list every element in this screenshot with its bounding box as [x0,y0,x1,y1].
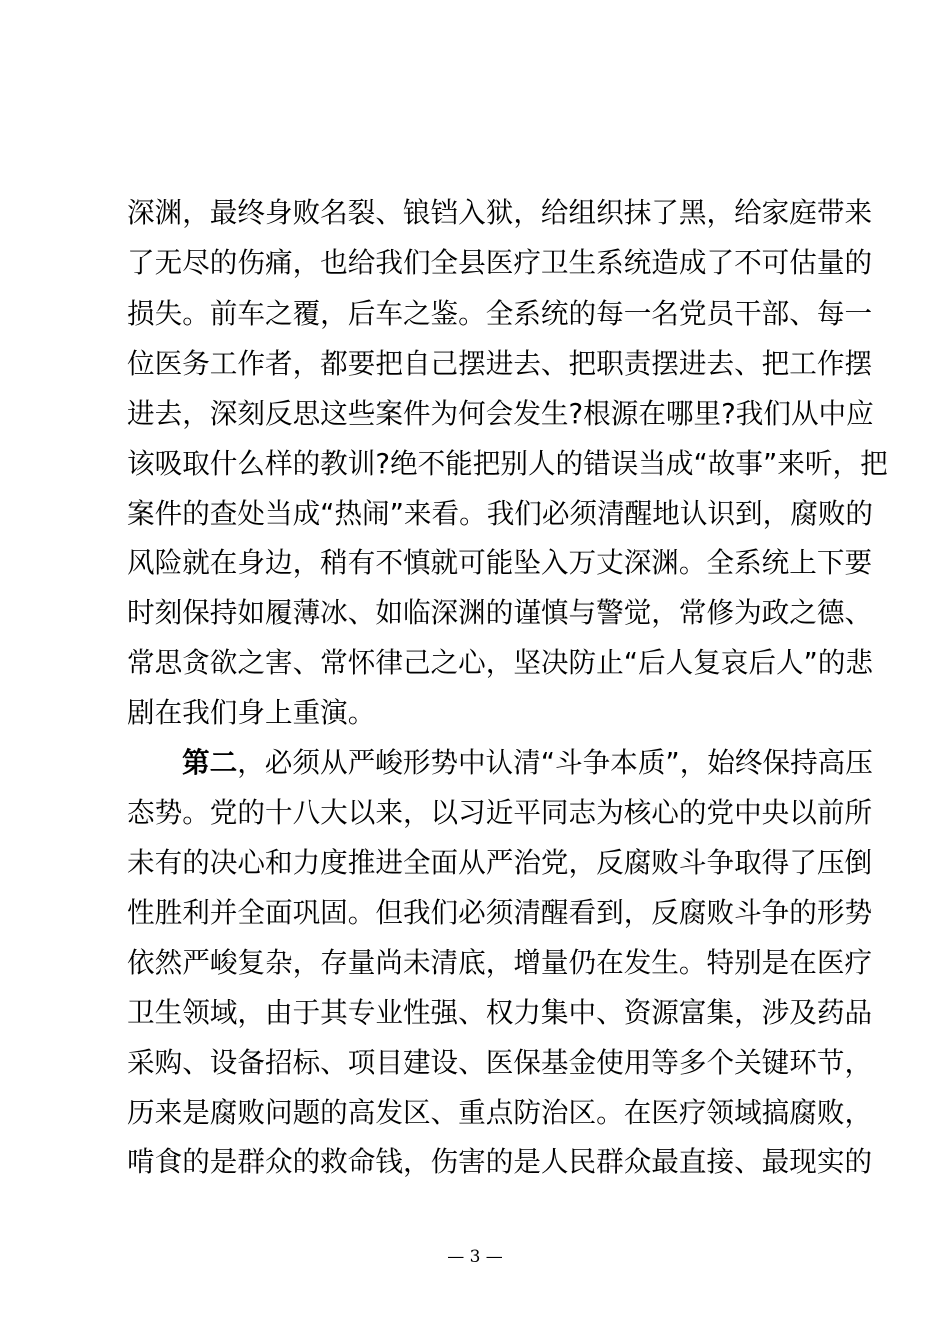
paragraph-2-line: 态势。党的十八大以来，以习近平同志为核心的党中央以前所 [127,796,873,829]
paragraph-1-line: 位医务工作者，都要把自己摆进去、把职责摆进去、把工作摆 [127,347,873,380]
paragraph-1-line: 深渊，最终身败名裂、锒铛入狱，给组织抹了黑，给家庭带来 [127,196,873,229]
paragraph-1-line: 案件的查处当成“热闹”来看。我们必须清醒地认识到，腐败的 [127,497,874,530]
paragraph-1-line: 进去，深刻反思这些案件为何会发生?根源在哪里?我们从中应 [127,397,874,430]
paragraph-2-line: 未有的决心和力度推进全面从严治党，反腐败斗争取得了压倒 [127,846,873,879]
page-number: — 3 — [447,1247,503,1267]
paragraph-2-heading: 第二 [182,746,238,779]
paragraph-1-line: 常思贪欲之害、常怀律己之心，坚决防止“后人复哀后人”的悲 [127,646,874,679]
paragraph-2-line: 依然严峻复杂，存量尚未清底，增量仍在发生。特别是在医疗 [127,946,873,979]
paragraph-1-line: 该吸取什么样的教训?绝不能把别人的错误当成“故事”来听，把 [127,447,888,480]
paragraph-1-line: 时刻保持如履薄冰、如临深渊的谨慎与警觉，常修为政之德、 [127,596,873,629]
paragraph-2-first-line [182,743,873,783]
paragraph-2-line: 啃食的是群众的救命钱，伤害的是人民群众最直接、最现实的 [127,1145,873,1178]
paragraph-2-first-line-text: ，必须从严峻形势中认清“斗争本质”，始终保持高压 [237,746,873,779]
paragraph-1-line: 损失。前车之覆，后车之鉴。全系统的每一名党员干部、每一 [127,297,873,330]
paragraph-2-line: 卫生领域，由于其专业性强、权力集中、资源富集，涉及药品 [127,996,873,1029]
paragraph-1-line: 风险就在身边，稍有不慎就可能坠入万丈深渊。全系统上下要 [127,546,873,579]
paragraph-2-line: 采购、设备招标、项目建设、医保基金使用等多个关键环节， [127,1046,873,1079]
paragraph-2-line: 性胜利并全面巩固。但我们必须清醒看到，反腐败斗争的形势 [127,896,873,929]
paragraph-1-line: 剧在我们身上重演。 [127,696,376,729]
paragraph-1-line: 了无尽的伤痛，也给我们全县医疗卫生系统造成了不可估量的 [127,246,873,279]
paragraph-2-line: 历来是腐败问题的高发区、重点防治区。在医疗领域搞腐败， [127,1096,873,1129]
